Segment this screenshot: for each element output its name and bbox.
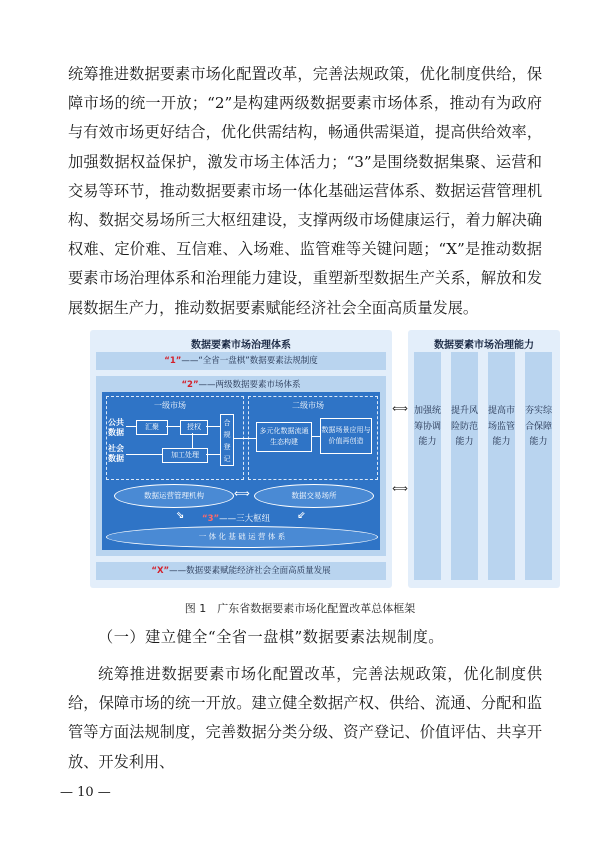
integrated-operation-system-hub: 一 体 化 基 础 运 营 体 系 [106, 526, 378, 548]
market-core-area [102, 392, 380, 550]
connector-line [192, 433, 193, 448]
band-2-two-level-market [96, 376, 386, 556]
compliance-registration-box: 合规登记 [220, 414, 234, 466]
body-paragraph-1: 统筹推进数据要素市场化配置改革，完善法规政策，优化制度供给，保障市场的统一开放；“2”是构建两级数据要素市场体系，推动有为政府与有效市场更好结合，优化供需结构，畅通供需渠道，提高供给效率，加强数据权益保护，激发市场主体活力；“3”是围绕数据集聚、运营和交易等环节，推动数据要素市场一体化基础运营体系、数据运营管理机构、数据交易场所三大枢纽建设，支撑两级市场健康运行，着力解决确权难、定价难、互信难、入场难、监管难等关键问题；“X”是推动数据要素市场治理体系和治理能力建设，重塑新型数据生产关系，解放和发展数据生产力，推动数据要素赋能经济社会全面高质量发展。 [68, 65, 542, 317]
governance-system-title: 数据要素市场治理体系 [191, 340, 291, 351]
body-paragraph-2: 统筹推进数据要素市场化配置改革，完善法规政策，优化制度供给，保障市场的统一开放。建立健全数据产权、供给、流通、分配和监管等方面法规制度，完善数据分类分级、资产登记、价值评估、共享开放、开发利用、 [68, 665, 542, 771]
hub-arrow-left: ⇘ [176, 510, 185, 521]
governance-capability-panel [408, 330, 560, 588]
figure-caption: 图 1 广东省数据要素市场化配置改革总体框架 [184, 602, 416, 615]
public-data-label: 公共数据 [108, 418, 124, 437]
hub-double-arrow: ⟺ [234, 487, 250, 500]
capability-column [414, 352, 441, 580]
band-1-number: “1” [164, 356, 182, 366]
band-x-number: “X” [151, 566, 170, 576]
band-x-text: ——数据要素赋能经济社会全面高质量发展 [169, 566, 331, 576]
capability-text: 加强统筹协调能力 [414, 406, 442, 447]
primary-market-label: 一级市场 [154, 401, 186, 410]
data-exchange-hub: 数据交易场所 [254, 484, 374, 508]
band-2-title [96, 378, 386, 390]
band-x-empowerment [96, 562, 386, 580]
capability-text: 提升风险防范能力 [451, 406, 479, 447]
section-heading: （一）建立健全“全省一盘棋”数据要素法规制度。 [98, 628, 444, 646]
governance-system-panel [90, 330, 392, 588]
band-3-number: “3” [202, 514, 220, 524]
hub-arrow-right: ⇙ [297, 510, 306, 521]
diverse-ecosystem-box: 多元化数据流通生态构建 [256, 422, 312, 452]
capability-text: 夯实综合保障能力 [525, 406, 553, 447]
scenario-application-box: 数据场景应用与价值再创造 [320, 418, 372, 454]
process-box: 加工处理 [162, 448, 208, 463]
three-hubs-label [202, 512, 270, 524]
band-1-text: ——“全省一盘棋”数据要素法规制度 [181, 356, 318, 366]
social-data-label: 社会数据 [108, 444, 124, 463]
page-number: — 10 — [60, 785, 111, 800]
data-operation-agency-hub: 数据运营管理机构 [114, 484, 234, 508]
secondary-market-label: 二级市场 [292, 401, 324, 410]
connector-line [206, 426, 220, 427]
band-1-regulation [96, 352, 386, 370]
system-capability-arrow: ⟺ [392, 482, 408, 495]
connector-line [206, 454, 220, 455]
framework-diagram [90, 330, 560, 588]
capability-text: 提高市场监管能力 [488, 406, 516, 447]
authorize-box: 授权 [180, 420, 208, 435]
aggregate-box: 汇聚 [136, 420, 168, 435]
capability-column [525, 352, 552, 580]
connector-line [166, 426, 180, 427]
capability-column [451, 352, 478, 580]
system-capability-arrow: ⟺ [392, 402, 408, 415]
connector-line [312, 436, 320, 437]
connector-line [234, 438, 256, 439]
band-3-text: ——三大枢纽 [219, 514, 271, 524]
capability-column [488, 352, 515, 580]
governance-capability-title: 数据要素市场治理能力 [434, 340, 534, 351]
connector-line [126, 426, 136, 427]
band-2-text: ——两级数据要素市场体系 [198, 380, 301, 390]
band-2-number: “2” [181, 380, 199, 390]
connector-line [126, 454, 162, 455]
